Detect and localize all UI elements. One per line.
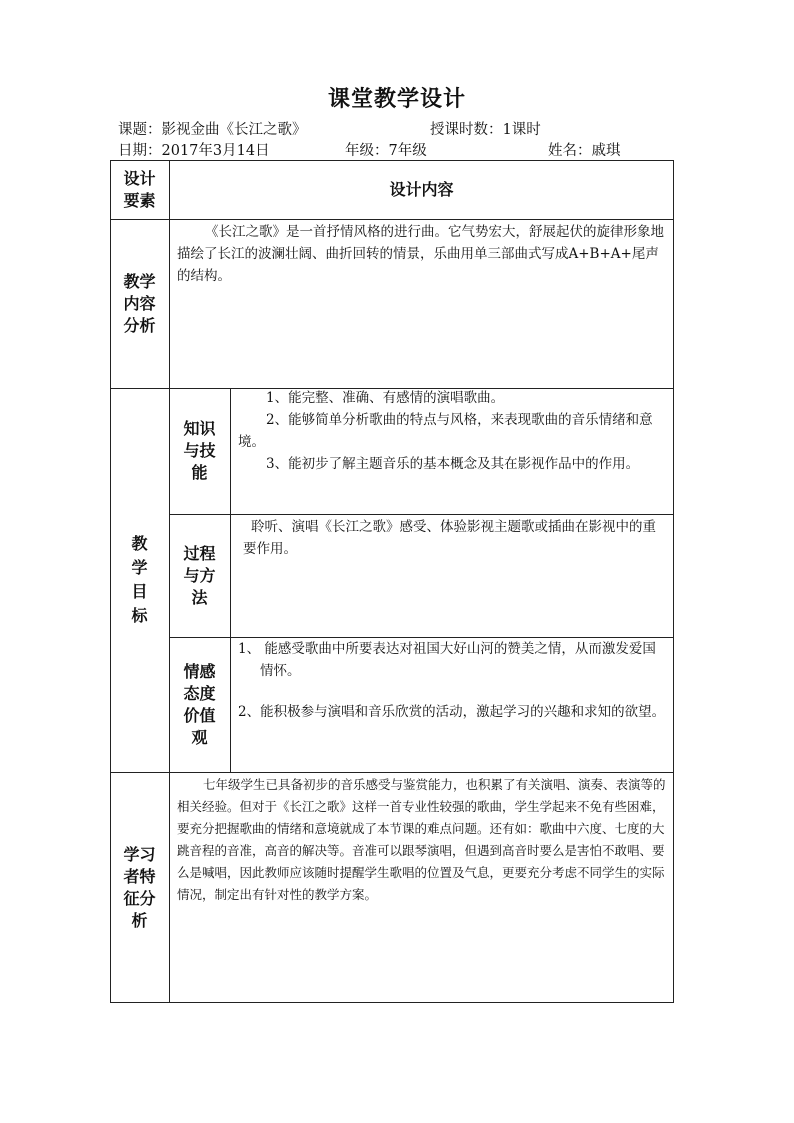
label-line: 价值 xyxy=(183,705,216,725)
design-content-header xyxy=(169,160,674,219)
emotion-values-text xyxy=(238,638,668,723)
objectives-label xyxy=(110,388,169,772)
date-field: 日期：2017年3月14日 xyxy=(118,143,270,159)
process-methods-label xyxy=(169,514,230,637)
label-line: 教学 xyxy=(123,271,156,291)
row-divider xyxy=(110,772,674,773)
label-line: 学 xyxy=(131,558,148,577)
label-line: 目 xyxy=(131,582,148,601)
hours-field: 授课时数：1课时 xyxy=(430,122,541,138)
label-line: 分析 xyxy=(123,315,156,335)
label-line: 观 xyxy=(191,727,208,747)
learner-analysis-text: 七年级学生已具备初步的音乐感受与鉴赏能力，也积累了有关演唱、演奏、表演等的相关经验。但对于《长江之歌》这样一首专业性较强的歌曲，学生学起来不免有些困难，要充分把握歌曲的情绪和意境就成了本节课的难点问题。还有如：歌曲中六度、七度的大跳音程的音准，高音的解决等。音准可以跟琴演唱，但遇到高音时要么是害怕不敢唱、要么是喊唱，因此教师应该随时提醒学生歌唱的位置及气息，更要充分考虑不同学生的实际情况，制定出有针对性的教学方案。 xyxy=(177,777,666,902)
label-line: 教 xyxy=(131,534,148,553)
label-line: 与方 xyxy=(183,565,216,585)
design-elements-header xyxy=(110,160,169,219)
label-line: 者特 xyxy=(123,866,156,886)
objective-item: 1、 能感受歌曲中所要表达对祖国大好山河的赞美之情，从而激发爱国情怀。 xyxy=(238,641,656,679)
label-line: 法 xyxy=(191,587,208,607)
objective-item: 3、能初步了解主题音乐的基本概念及其在影视作品中的作用。 xyxy=(266,456,640,472)
label-line: 态度 xyxy=(183,683,216,703)
header-line: 设计 xyxy=(123,168,156,188)
label-line: 学习 xyxy=(123,844,156,864)
objective-item: 聆听、演唱《长江之歌》感受、体验影视主题歌或插曲在影视中的重要作用。 xyxy=(243,519,656,557)
label-line: 过程 xyxy=(183,543,216,563)
name-field: 姓名：戚琪 xyxy=(548,143,621,159)
emotion-values-label xyxy=(169,637,230,772)
label-line: 标 xyxy=(131,606,148,625)
knowledge-skills-text xyxy=(238,387,668,475)
document-title: 课堂教学设计 xyxy=(327,86,466,112)
objective-item: 2、能积极参与演唱和音乐欣赏的活动，激起学习的兴趣和求知的欲望。 xyxy=(238,704,666,720)
header-text: 设计内容 xyxy=(389,179,454,199)
sub-row-divider xyxy=(169,514,674,515)
label-line: 情感 xyxy=(183,661,216,681)
topic-field: 课题：影视金曲《长江之歌》 xyxy=(118,122,307,138)
learner-analysis-label xyxy=(110,772,169,1003)
row-divider xyxy=(110,219,674,220)
header-line: 要素 xyxy=(123,190,156,210)
knowledge-skills-label xyxy=(169,388,230,514)
process-methods-text xyxy=(243,516,668,560)
grade-field: 年级：7年级 xyxy=(345,143,427,159)
label-line: 与技 xyxy=(183,441,216,460)
content-analysis-text: 《长江之歌》是一首抒情风格的进行曲。它气势宏大，舒展起伏的旋律形象地描绘了长江的波澜壮阔、曲折回转的情景，乐曲用单三部曲式写成A+B+A+尾声的结构。 xyxy=(177,224,664,284)
label-line: 知识 xyxy=(183,419,216,438)
sub-column-divider xyxy=(230,388,231,772)
objective-item: 1、能完整、准确、有感情的演唱歌曲。 xyxy=(266,390,505,406)
label-line: 内容 xyxy=(123,293,156,313)
content-analysis-label xyxy=(110,219,169,388)
label-line: 能 xyxy=(191,463,208,482)
label-line: 析 xyxy=(131,910,148,930)
objective-item: 2、能够简单分析歌曲的特点与风格，来表现歌曲的音乐情绪和意境。 xyxy=(238,412,653,450)
label-line: 征分 xyxy=(123,888,156,908)
